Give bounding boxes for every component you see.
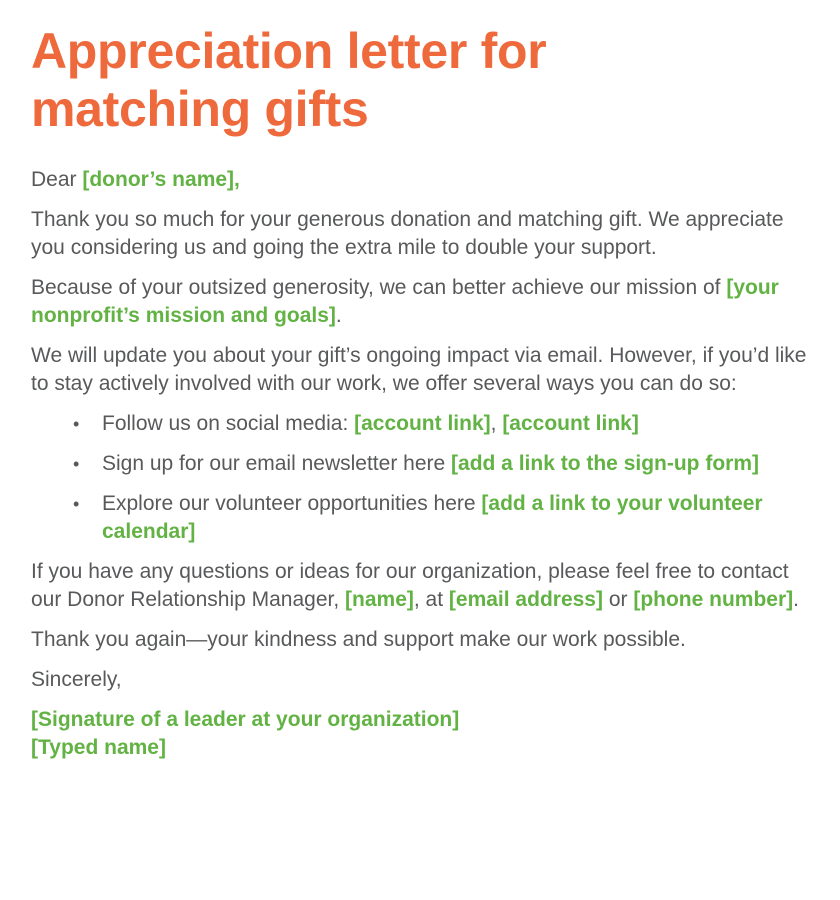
paragraph-thanks: Thank you so much for your generous donation and matching gift. We appreciate you considering us and going the extra mile to double your support. [31,208,784,259]
paragraph-thanks-again: Thank you again—your kindness and support make our work possible. [31,628,686,651]
signature-block [31,706,811,762]
contact-end: . [793,588,799,611]
salutation [31,166,811,194]
bullet-marker: • [73,454,80,474]
volunteer-link-placeholder: [add a link to your volunteer calendar] [102,492,763,543]
list-item-newsletter [31,450,811,478]
mission-text: Because of your outsized generosity, we can better achieve our mission of [31,276,727,299]
manager-name-placeholder: [name] [345,588,414,611]
title-line-2: matching gifts [31,81,369,137]
bullet-marker: • [73,414,80,434]
typed-name-placeholder: [Typed name] [31,736,166,759]
email-placeholder: [email address] [448,588,603,611]
page-title [31,22,811,138]
closing: Sincerely, [31,668,122,691]
social-separator: , [490,412,503,435]
signup-link-placeholder: [add a link to the sign-up form] [451,452,760,475]
list-item-social [31,410,811,438]
phone-placeholder: [phone number] [633,588,794,611]
signature-placeholder: [Signature of a leader at your organization] [31,708,460,731]
newsletter-text: Sign up for our email newsletter here [102,452,452,475]
account-link-placeholder-2: [account link] [502,412,639,435]
paragraph-mission [31,274,811,330]
paragraph-updates: We will update you about your gift’s ongoing impact via email. However, if you’d like to stay actively involved with our work, we offer several ways you can do so: [31,344,807,395]
contact-text-1: If you have any questions or ideas for our organization, please feel free to contact our Donor Relationship Manager, [31,560,789,611]
letter-body [31,166,811,762]
volunteer-text: Explore our volunteer opportunities here [102,492,482,515]
donor-name-placeholder: [donor’s name], [82,168,240,191]
involvement-list [31,410,811,546]
contact-text-3: or [602,588,634,611]
paragraph-contact [31,558,811,614]
salutation-text: Dear [31,168,83,191]
account-link-placeholder-1: [account link] [354,412,491,435]
title-line-1: Appreciation letter for [31,23,547,79]
mission-placeholder: [your nonprofit’s mission and goals] [31,276,779,327]
contact-text-2: , at [413,588,449,611]
list-item-volunteer [31,490,811,546]
bullet-marker: • [73,494,80,514]
social-text: Follow us on social media: [102,412,355,435]
mission-end: . [335,304,342,327]
letter-document [31,22,811,774]
